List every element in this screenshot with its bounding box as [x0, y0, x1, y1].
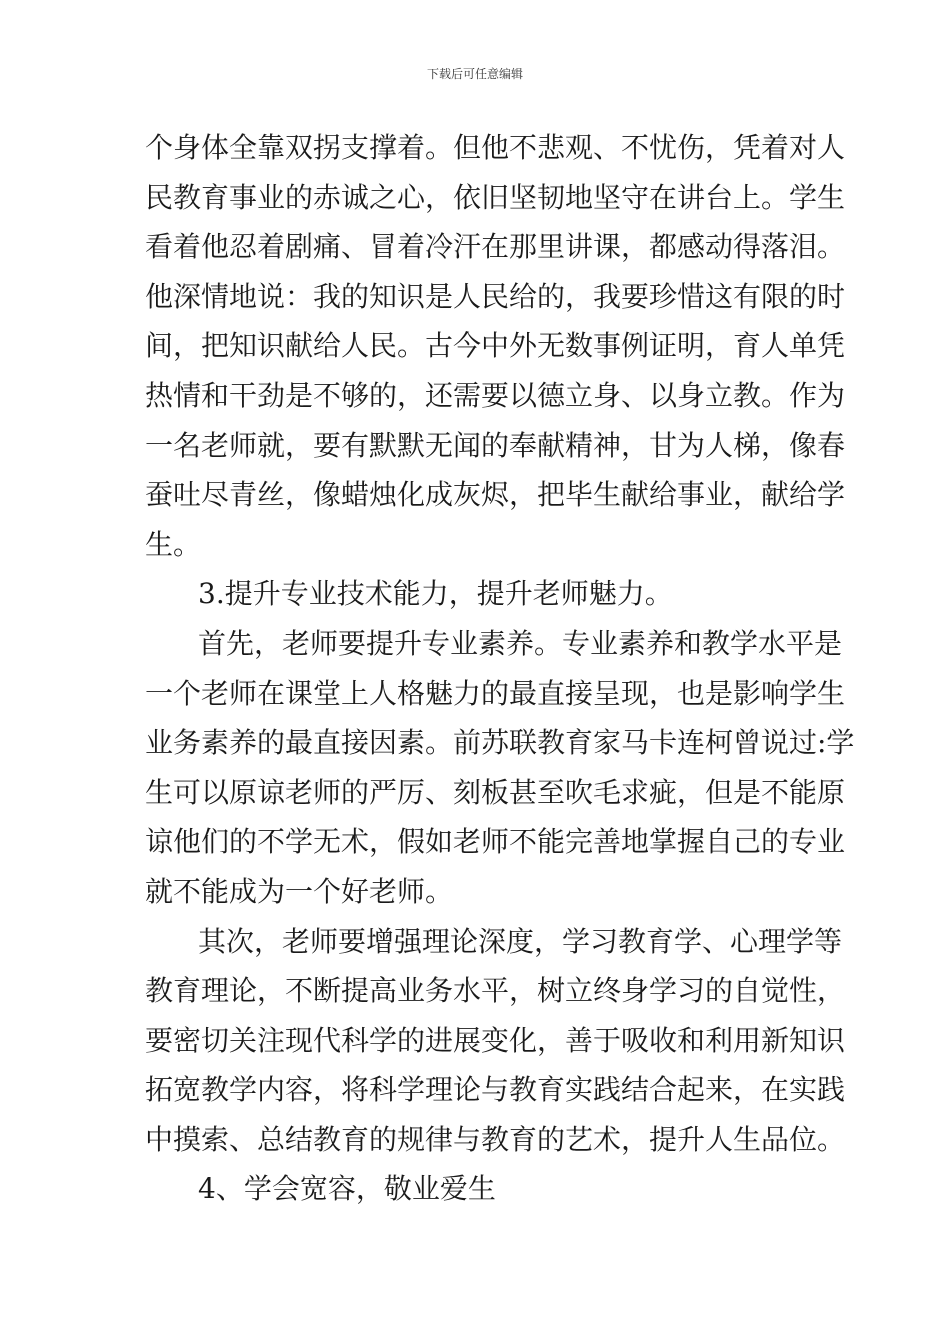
text-line: 中摸索、总结教育的规律与教育的艺术，提升人生品位。 — [145, 1122, 846, 1156]
text-line: 4、学会宽容，敬业爱生 — [198, 1172, 496, 1206]
text-line: 热情和干劲是不够的，还需要以德立身、以身立教。作为 — [145, 378, 846, 412]
text-line: 其次，老师要增强理论深度，学习教育学、心理学等 — [198, 924, 843, 958]
text-line: 看着他忍着剧痛、冒着冷汗在那里讲课，都感动得落泪。 — [145, 230, 846, 264]
text-line: 就不能成为一个好老师。 — [145, 874, 454, 908]
text-line: 生可以原谅老师的严厉、刻板甚至吹毛求疵，但是不能原 — [145, 775, 846, 809]
text-line: 生。 — [145, 527, 202, 561]
text-line: 民教育事业的赤诚之心，依旧坚韧地坚守在讲台上。学生 — [145, 180, 846, 214]
page-header: 下载后可任意编辑 — [426, 67, 523, 81]
text-line: 他深情地说：我的知识是人民给的，我要珍惜这有限的时 — [145, 279, 846, 313]
document-body — [145, 123, 855, 1214]
text-line: 一个老师在课堂上人格魅力的最直接呈现，也是影响学生 — [145, 676, 846, 710]
text-line: 3.提升专业技术能力，提升老师魅力。 — [198, 577, 673, 611]
text-line: 要密切关注现代科学的进展变化，善于吸收和利用新知识 — [145, 1023, 846, 1057]
text-line: 间，把知识献给人民。古今中外无数事例证明，育人单凭 — [145, 329, 846, 363]
text-line: 教育理论，不断提高业务水平，树立终身学习的自觉性， — [145, 974, 846, 1008]
text-line: 谅他们的不学无术，假如老师不能完善地掌握自己的专业 — [145, 825, 846, 859]
text-line: 首先，老师要提升专业素养。专业素养和教学水平是 — [198, 626, 843, 660]
text-line: 个身体全靠双拐支撑着。但他不悲观、不忧伤，凭着对人 — [145, 131, 846, 164]
text-line: 一名老师就，要有默默无闻的奉献精神，甘为人梯，像春 — [145, 428, 846, 462]
text-line: 拓宽教学内容，将科学理论与教育实践结合起来，在实践 — [145, 1073, 846, 1107]
text-line: 业务素养的最直接因素。前苏联教育家马卡连柯曾说过:学 — [145, 726, 855, 760]
text-line: 蚕吐尽青丝，像蜡烛化成灰烬，把毕生献给事业，献给学 — [145, 478, 846, 512]
